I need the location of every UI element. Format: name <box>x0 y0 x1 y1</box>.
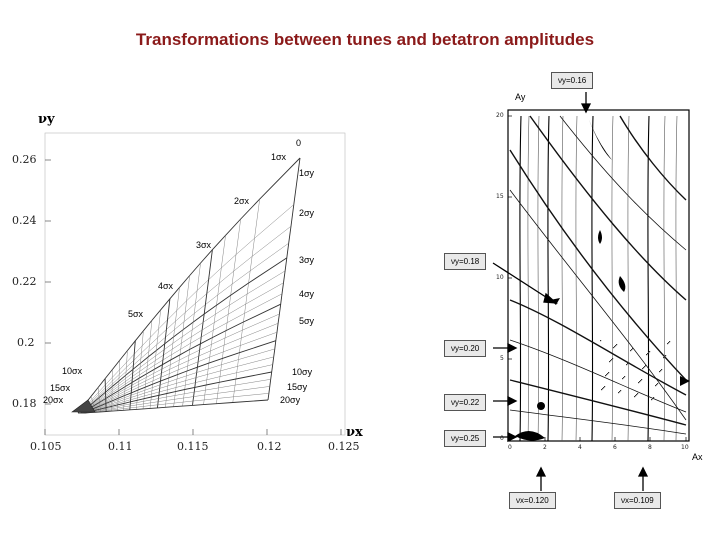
amp-map-speckle <box>659 371 660 372</box>
left-axis-ticks <box>45 160 341 435</box>
right-y-axis-label: Ay <box>515 92 526 102</box>
y-tick-020: 0.2 <box>17 336 35 349</box>
amp-map-speckle <box>642 368 643 369</box>
amp-map-speckle <box>622 378 623 379</box>
footprint-line <box>143 320 152 409</box>
right-y-tick-0: 0 <box>500 435 504 442</box>
label-1sigma-x: 1σx <box>271 152 287 162</box>
right-x-tick-6: 6 <box>613 444 617 451</box>
amp-map-speckle <box>655 385 656 386</box>
amp-map-speckle <box>667 343 668 344</box>
amp-map-speckle <box>638 382 639 383</box>
right-y-tick-10: 10 <box>496 274 504 281</box>
right-y-tick-20: 20 <box>496 112 504 119</box>
label-5sigma-x: 5σx <box>128 309 144 319</box>
right-y-tick-5: 5 <box>500 355 504 362</box>
amp-map-speckle <box>601 389 602 390</box>
annotation-nux-0120: νx=0.120 <box>509 492 556 509</box>
amplitude-map-plot <box>508 110 690 441</box>
x-tick-011: 0.11 <box>108 440 133 453</box>
amp-map-speckle <box>663 357 664 358</box>
label-15sigma-x: 15σx <box>50 383 71 393</box>
amp-map-speckle <box>609 361 610 362</box>
footprint-line <box>233 199 260 402</box>
x-tick-0125: 0.125 <box>328 440 360 453</box>
right-x-tick-8: 8 <box>648 444 652 451</box>
right-x-tick-10: 10 <box>681 444 689 451</box>
amp-map-speckle <box>630 350 631 351</box>
label-3sigma-y: 3σy <box>299 255 315 265</box>
label-5sigma-y: 5σy <box>299 316 315 326</box>
label-zero: 0 <box>296 138 302 148</box>
left-x-axis-label: νx <box>346 425 363 440</box>
x-tick-0115: 0.115 <box>177 440 209 453</box>
footprint-line <box>136 331 143 410</box>
footprint-grid <box>72 158 300 413</box>
label-20sigma-x: 20σx <box>43 395 64 405</box>
label-2sigma-x: 2σx <box>234 196 250 206</box>
footprint-line <box>268 158 300 400</box>
arrow-bottom-1-head <box>537 468 545 476</box>
y-tick-022: 0.22 <box>12 275 37 288</box>
amp-map-speckle <box>651 399 652 400</box>
amp-map-speckle <box>646 354 647 355</box>
label-15sigma-y: 15σy <box>287 382 308 392</box>
annotation-nuy-022: νy=0.22 <box>444 394 486 411</box>
right-x-tick-4: 4 <box>578 444 582 451</box>
amp-map-speckle <box>618 392 619 393</box>
left-y-axis-label: νy <box>38 112 55 127</box>
y-tick-018: 0.18 <box>12 397 37 410</box>
amp-map-speckle <box>626 364 627 365</box>
annotation-nuy-025: νy=0.25 <box>444 430 486 447</box>
amp-map-speckle <box>605 375 606 376</box>
footprint-line <box>130 341 136 410</box>
annotation-nuy-018: νy=0.18 <box>444 253 486 270</box>
y-tick-026: 0.26 <box>12 153 37 166</box>
annotation-nux-0109: νx=0.109 <box>614 492 661 509</box>
right-x-tick-2: 2 <box>543 444 547 451</box>
footprint-line <box>105 379 106 412</box>
amp-map-speckle <box>634 396 635 397</box>
label-4sigma-y: 4σy <box>299 289 315 299</box>
footprint-line <box>78 158 300 413</box>
annotation-nuy-020: νy=0.20 <box>444 340 486 357</box>
amp-map-speckle <box>613 347 614 348</box>
x-tick-0105: 0.105 <box>30 440 62 453</box>
right-x-axis-label: Ax <box>692 452 703 462</box>
x-tick-012: 0.12 <box>257 440 282 453</box>
right-y-tick-15: 15 <box>496 193 504 200</box>
y-tick-024: 0.24 <box>12 214 37 227</box>
amp-map-speckle <box>600 340 601 341</box>
label-3sigma-x: 3σx <box>196 240 212 250</box>
label-10sigma-x: 10σx <box>62 366 83 376</box>
label-10sigma-y: 10σy <box>292 367 313 377</box>
label-1sigma-y: 1σy <box>299 168 315 178</box>
right-x-tick-0: 0 <box>508 444 512 451</box>
amp-map-blob <box>537 402 545 410</box>
arrow-bottom-2-head <box>639 468 647 476</box>
slide-title: Transformations between tunes and betatron amplitudes <box>135 30 595 49</box>
footprint-line <box>85 386 270 413</box>
right-plot-frame <box>508 110 689 441</box>
label-20sigma-y: 20σy <box>280 395 301 405</box>
annotation-nuy-016: νy=0.16 <box>551 72 593 89</box>
label-2sigma-y: 2σy <box>299 208 315 218</box>
label-4sigma-x: 4σx <box>158 281 174 291</box>
